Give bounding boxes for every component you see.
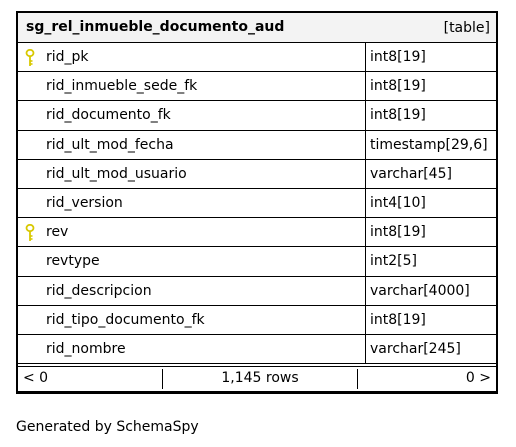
column-row[interactable] <box>18 306 496 335</box>
parents-count[interactable]: < 0 <box>23 370 49 387</box>
column-name: rid_pk <box>46 49 89 65</box>
column-name: rev <box>46 224 69 241</box>
column-divider <box>365 189 366 217</box>
column-divider <box>365 131 366 159</box>
footer-divider <box>357 369 358 389</box>
generated-by-label: Generated by SchemaSpy <box>16 419 199 435</box>
table-kind-label: [table] <box>443 20 490 36</box>
column-name: rid_version <box>46 194 123 211</box>
column-type: int8[19] <box>370 311 426 328</box>
row-count: 1,145 rows <box>221 370 299 387</box>
column-type: int8[19] <box>370 107 426 124</box>
column-type: varchar[4000] <box>370 282 470 299</box>
column-name: revtype <box>46 253 100 270</box>
column-row[interactable] <box>18 218 496 247</box>
column-divider <box>365 335 366 363</box>
table-header <box>18 13 496 43</box>
column-list <box>18 43 496 364</box>
column-row[interactable] <box>18 247 496 276</box>
column-type: varchar[45] <box>370 165 452 182</box>
column-name: rid_inmueble_sede_fk <box>46 78 198 95</box>
column-row[interactable] <box>18 277 496 306</box>
column-divider <box>365 43 366 71</box>
column-name: rid_tipo_documento_fk <box>46 311 205 328</box>
children-count[interactable]: 0 > <box>465 370 491 387</box>
column-divider <box>365 72 366 100</box>
column-divider <box>365 277 366 305</box>
column-divider <box>365 101 366 129</box>
column-divider <box>365 247 366 275</box>
column-name: rid_descripcion <box>46 282 152 299</box>
column-divider <box>365 306 366 334</box>
column-row[interactable] <box>18 43 496 72</box>
column-row[interactable] <box>18 189 496 218</box>
table-footer <box>18 366 496 391</box>
key-icon <box>25 49 35 67</box>
column-divider <box>365 160 366 188</box>
column-row[interactable] <box>18 101 496 130</box>
column-type: int8[19] <box>370 78 426 95</box>
table-name[interactable]: sg_rel_inmueble_documento_aud <box>26 19 285 35</box>
column-row[interactable] <box>18 131 496 160</box>
column-type: int4[10] <box>370 194 426 211</box>
column-name: rid_documento_fk <box>46 107 171 124</box>
column-type: int8[19] <box>370 224 426 241</box>
column-type: int8[19] <box>370 49 426 65</box>
column-row[interactable] <box>18 72 496 101</box>
column-name: rid_ult_mod_usuario <box>46 165 187 182</box>
column-row[interactable] <box>18 160 496 189</box>
column-name: rid_nombre <box>46 340 126 357</box>
column-row[interactable] <box>18 335 496 364</box>
key-icon <box>25 224 35 242</box>
column-type: timestamp[29,6] <box>370 136 488 153</box>
column-name: rid_ult_mod_fecha <box>46 136 174 153</box>
table-entity <box>16 11 498 394</box>
column-type: int2[5] <box>370 253 417 270</box>
column-type: varchar[245] <box>370 340 461 357</box>
column-divider <box>365 218 366 246</box>
